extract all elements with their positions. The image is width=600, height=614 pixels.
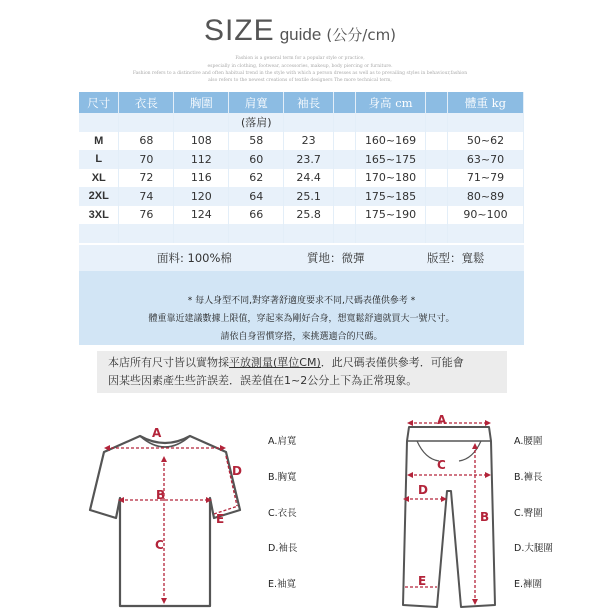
cell-height: 175~185 — [356, 187, 426, 206]
shirt-label-sleeve: D.袖長 — [268, 543, 298, 554]
cell-size: 2XL — [79, 187, 119, 206]
shirt-letter-b: B — [156, 488, 166, 502]
cell-chest: 108 — [174, 132, 229, 151]
cell-size: 3XL — [79, 206, 119, 225]
note-line-2: 體重靠近建議數據上限值，穿起來為剛好合身，想寬鬆舒適就買大一號尺寸。 — [148, 314, 455, 324]
cell-sleeve: 25.8 — [284, 206, 334, 225]
table-subheader-row — [79, 113, 524, 132]
header-spacer — [334, 92, 356, 113]
sizing-note-box — [79, 271, 524, 345]
size-table — [79, 92, 524, 243]
header-size: 尺寸 — [79, 92, 119, 113]
shirt-letter-e: E — [216, 512, 225, 526]
cell-size: XL — [79, 169, 119, 188]
pants-label-thigh: D.大腿圍 — [514, 543, 553, 554]
fabric-stretch: 質地：微彈 — [307, 251, 365, 265]
title-main: SIZE — [203, 14, 275, 47]
fine-print-1: Fashion is a general term for a popular style or practice, — [235, 56, 365, 61]
cell-weight: 71~79 — [447, 169, 523, 188]
table-row — [79, 150, 524, 169]
cell-height: 165~175 — [356, 150, 426, 169]
note-line-3: 請依自身習慣穿搭，來挑選適合的尺碼。 — [220, 332, 383, 342]
cell-height: 170~180 — [356, 169, 426, 188]
pants-label-waist: A.腰圍 — [514, 436, 543, 447]
table-empty-row — [79, 224, 524, 243]
pants-letter-b: B — [480, 510, 490, 524]
cell-shoulder: 60 — [229, 150, 284, 169]
shirt-label-cuff: E.袖寬 — [268, 579, 297, 590]
table-row — [79, 206, 524, 225]
shirt-label-length: C.衣長 — [268, 508, 297, 519]
table-row — [79, 169, 524, 188]
header-sleeve: 袖長 — [284, 92, 334, 113]
cell-chest: 116 — [174, 169, 229, 188]
pants-label-length: B.褲長 — [514, 472, 543, 483]
pants-letter-a: A — [437, 413, 447, 427]
cell-length: 74 — [119, 187, 174, 206]
measurement-notice — [97, 351, 507, 393]
cell-chest: 124 — [174, 206, 229, 225]
header-weight: 體重 kg — [447, 92, 523, 113]
header-chest: 胸圍 — [174, 92, 229, 113]
fine-print-3: Fashion refers to a distinctive and often habitual trend in the style with which a person dresses as well as to prevailing styles in behaviour,fashion — [132, 71, 468, 76]
table-row — [79, 187, 524, 206]
cell-sleeve: 23 — [284, 132, 334, 151]
cell-size: L — [79, 150, 119, 169]
table-header-row — [79, 92, 524, 113]
cell-sleeve: 25.1 — [284, 187, 334, 206]
cell-chest: 120 — [174, 187, 229, 206]
fine-print-2: especially in clothing, footwear, accessories, makeup, body piercing or furniture. — [207, 64, 393, 69]
header-height: 身高 cm — [356, 92, 426, 113]
title-unit: (公分/cm) — [326, 26, 397, 44]
shirt-label-shoulder: A.肩寬 — [268, 436, 297, 447]
cell-shoulder: 66 — [229, 206, 284, 225]
pants-label-hip: C.臀圍 — [514, 508, 543, 519]
notice-underlined: 平放測量(單位CM) — [229, 356, 321, 369]
shirt-letter-d: D — [232, 464, 242, 478]
header-spacer — [426, 92, 448, 113]
cell-shoulder: 64 — [229, 187, 284, 206]
notice-part2: ．此尺碼表僅供參考．可能會 — [320, 356, 464, 369]
fabric-info-row — [79, 245, 524, 271]
fabric-material: 面料: 100%棉 — [157, 251, 232, 265]
pants-letter-e: E — [418, 574, 427, 588]
cell-size: M — [79, 132, 119, 151]
cell-length: 76 — [119, 206, 174, 225]
notice-part1: 本店所有尺寸皆以實物採 — [108, 356, 229, 369]
cell-shoulder: 58 — [229, 132, 284, 151]
tshirt-diagram — [80, 418, 250, 614]
cell-length: 72 — [119, 169, 174, 188]
fine-print-4: also refers to the newest creations of textile designers The more technical term, — [208, 78, 392, 83]
header-shoulder: 肩寬 — [229, 92, 284, 113]
cell-weight: 80~89 — [447, 187, 523, 206]
table-row — [79, 132, 524, 151]
cell-height: 175~190 — [356, 206, 426, 225]
fabric-fit: 版型：寬鬆 — [427, 251, 485, 265]
shirt-letter-c: C — [155, 538, 164, 552]
cell-weight: 90~100 — [447, 206, 523, 225]
cell-height: 160~169 — [356, 132, 426, 151]
cell-sleeve: 23.7 — [284, 150, 334, 169]
note-line-1: * 每人身型不同,對穿著舒適度要求不同,尺碼表僅供參考 * — [187, 296, 416, 306]
cell-shoulder: 62 — [229, 169, 284, 188]
cell-weight: 63~70 — [447, 150, 523, 169]
size-guide-title — [0, 14, 600, 48]
cell-length: 70 — [119, 150, 174, 169]
pants-label-hem: E.褲圍 — [514, 579, 543, 590]
cell-sleeve: 24.4 — [284, 169, 334, 188]
pants-letter-c: C — [437, 458, 446, 472]
cell-length: 68 — [119, 132, 174, 151]
shirt-label-chest: B.胸寬 — [268, 472, 297, 483]
cell-chest: 112 — [174, 150, 229, 169]
cell-weight: 50~62 — [447, 132, 523, 151]
header-length: 衣長 — [119, 92, 174, 113]
shirt-letter-a: A — [152, 426, 162, 440]
notice-line2: 因某些因素產生些許誤差．誤差值在1~2公分上下為正常現象。 — [108, 374, 418, 387]
title-sub: guide — [279, 25, 322, 44]
pants-letter-d: D — [418, 483, 428, 497]
subheader-shoulder-drop: (落肩) — [229, 113, 284, 132]
